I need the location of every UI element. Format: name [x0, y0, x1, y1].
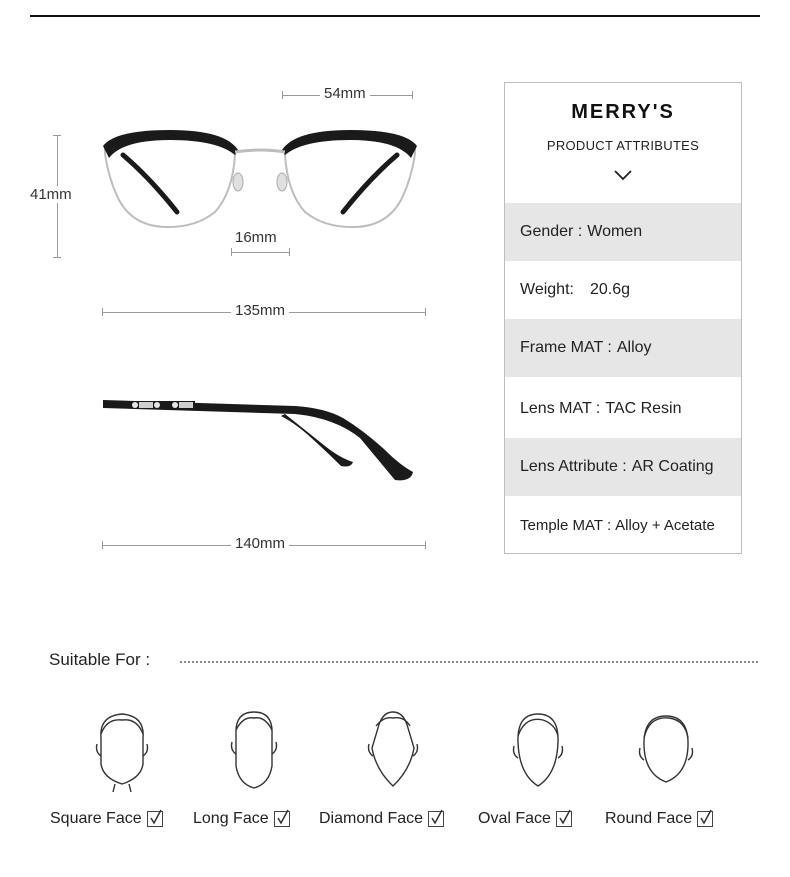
lens-width-tick — [282, 91, 283, 99]
attribute-key: Gender : — [520, 223, 583, 240]
brand-logo: MERRY'S — [571, 101, 675, 123]
temple-length-tick — [425, 541, 426, 549]
attribute-row-lens-material — [505, 380, 741, 438]
checkbox-checked-icon — [274, 811, 290, 827]
attribute-value: Alloy + Acetate — [615, 516, 715, 534]
attribute-value: 20.6g — [589, 281, 630, 298]
chevron-down-icon — [613, 169, 633, 181]
frame-width-tick — [102, 308, 103, 316]
face-option-round — [605, 810, 713, 828]
attribute-row-gender — [505, 203, 741, 261]
bridge-tick — [289, 248, 290, 256]
frame-width-tick — [425, 308, 426, 316]
lens-width-tick — [412, 91, 413, 99]
attribute-row-temple-material — [505, 496, 741, 554]
face-label: Long Face — [193, 810, 269, 827]
square-face-icon — [87, 708, 157, 792]
round-face-icon — [631, 708, 701, 792]
face-option-diamond — [319, 810, 444, 828]
panel-subtitle: PRODUCT ATTRIBUTES — [546, 138, 700, 153]
bridge-tick — [231, 248, 232, 256]
attribute-row-frame-material — [505, 319, 741, 377]
oval-face-icon — [503, 708, 573, 792]
checkbox-checked-icon — [147, 811, 163, 827]
checkbox-checked-icon — [556, 811, 572, 827]
checkbox-checked-icon — [428, 811, 444, 827]
frame-width-label: 135mm — [231, 302, 289, 319]
attribute-key: Temple MAT : — [520, 516, 612, 534]
face-option-oval — [478, 810, 572, 828]
face-option-square — [50, 810, 163, 828]
glasses-front-image — [95, 120, 425, 240]
diamond-face-icon — [358, 708, 428, 792]
face-label: Round Face — [605, 810, 693, 827]
attribute-row-lens-attribute — [505, 438, 741, 496]
top-divider — [30, 15, 760, 17]
temple-length-label: 140mm — [231, 535, 289, 552]
attribute-key: Weight: — [520, 281, 574, 298]
lens-height-label: 41mm — [26, 186, 76, 203]
attribute-value: Women — [587, 223, 643, 240]
lens-width-label: 54mm — [320, 85, 370, 102]
attribute-value: Alloy — [616, 339, 652, 356]
face-label: Oval Face — [478, 810, 551, 827]
checkbox-checked-icon — [697, 811, 713, 827]
lens-height-tick — [53, 257, 61, 258]
attribute-row-weight — [505, 261, 741, 319]
bridge-line — [231, 252, 289, 253]
attribute-key: Lens Attribute : — [520, 458, 627, 475]
lens-height-tick — [53, 135, 61, 136]
bridge-label: 16mm — [231, 229, 281, 246]
face-option-long — [193, 810, 290, 828]
glasses-side-image — [95, 390, 425, 490]
suitable-for-title: Suitable For : — [49, 650, 151, 669]
dotted-divider — [180, 661, 758, 663]
face-label: Diamond Face — [319, 810, 424, 827]
attribute-value: TAC Resin — [605, 400, 682, 417]
attribute-key: Frame MAT : — [520, 339, 612, 356]
face-label: Square Face — [50, 810, 142, 827]
long-face-icon — [219, 708, 289, 792]
product-attributes-panel — [504, 82, 742, 554]
attribute-key: Lens MAT : — [520, 400, 601, 417]
attribute-value: AR Coating — [631, 458, 714, 475]
temple-length-tick — [102, 541, 103, 549]
